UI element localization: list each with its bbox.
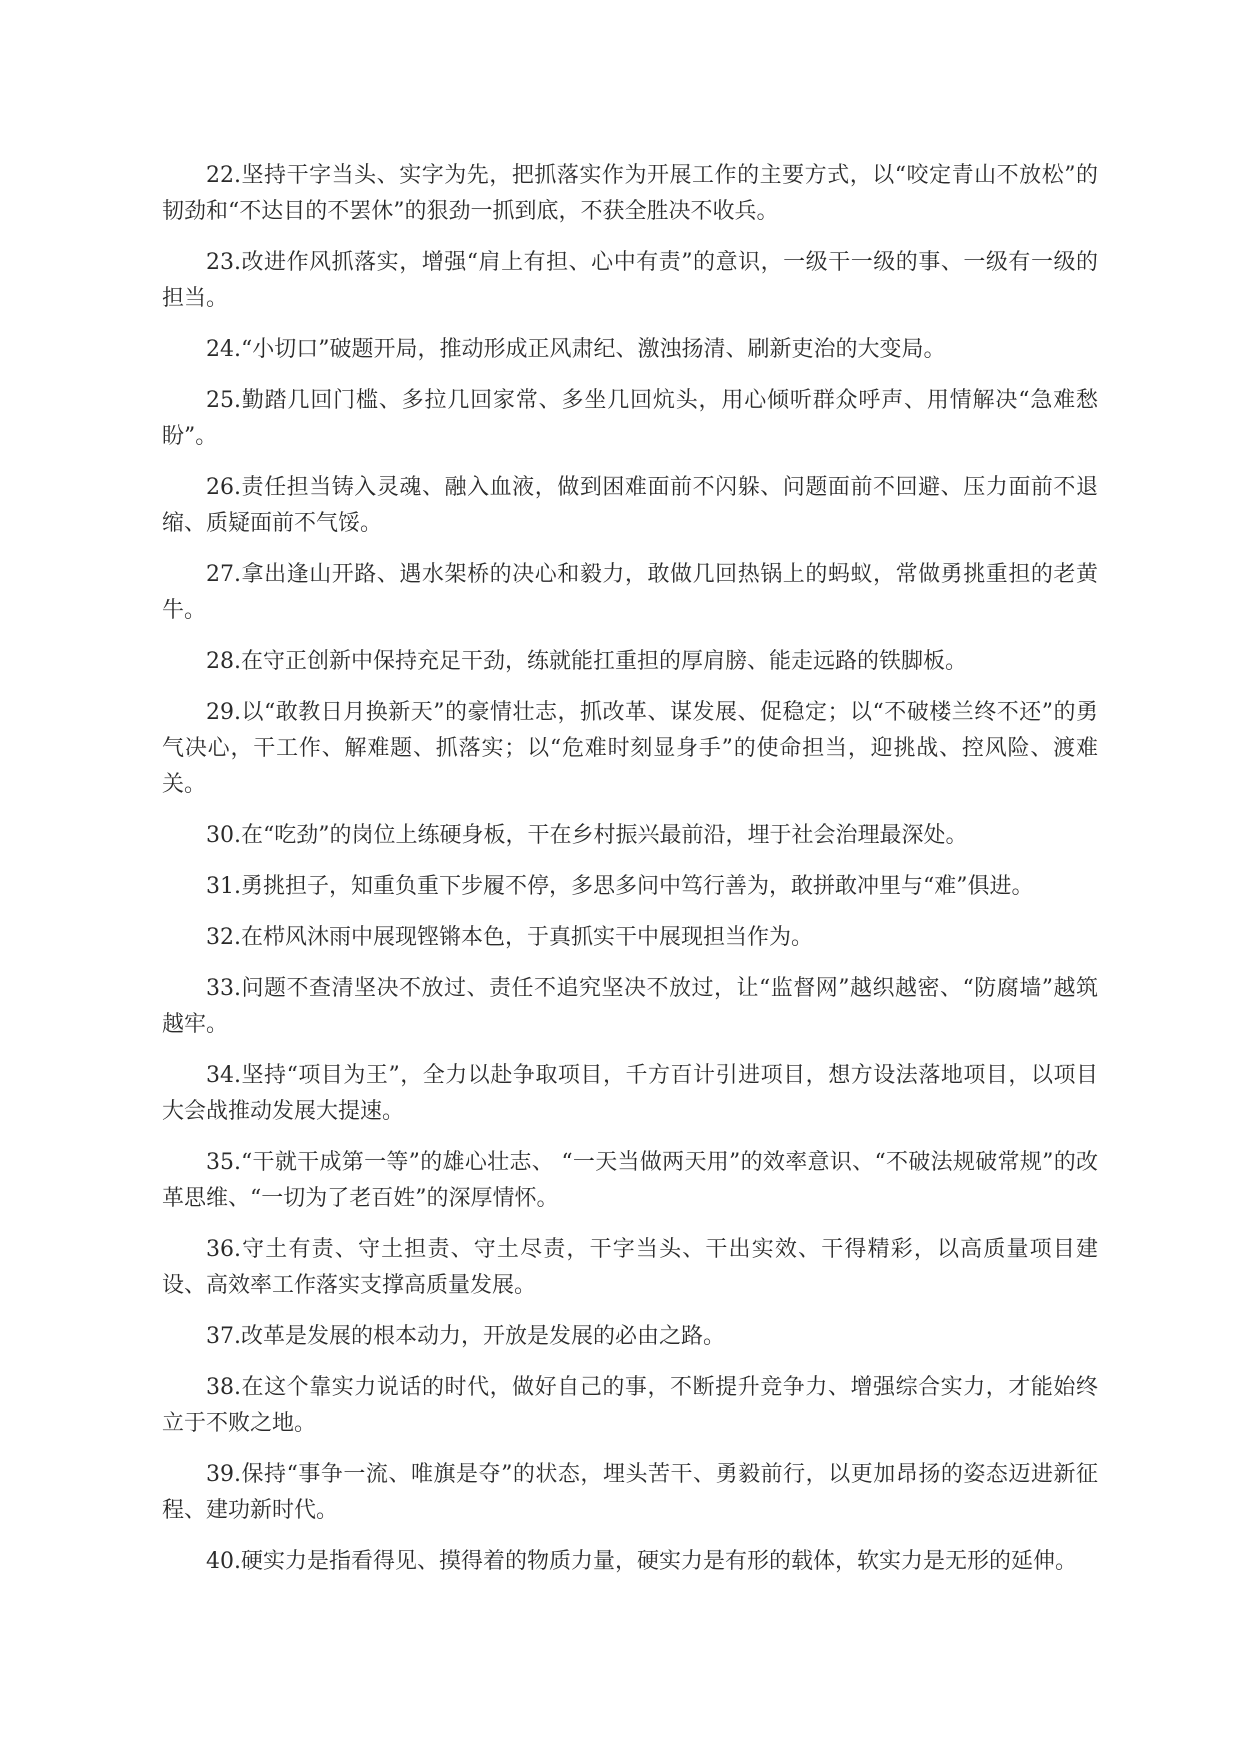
paragraph-24: 24.“小切口”破题开局，推动形成正风肃纪、激浊扬清、刷新吏治的大变局。 xyxy=(206,337,946,362)
paragraph-22: 22.坚持干字当头、实字为先，把抓落实作为开展工作的主要方式，以“咬定青山不放松”的韧劲和“不达目的不罢休”的狠劲一抓到底，不获全胜决不收兵。 xyxy=(162,163,1098,224)
paragraph-34: 34.坚持“项目为王”，全力以赴争取项目，千方百计引进项目，想方设法落地项目，以项目大会战推动发展大提速。 xyxy=(162,1063,1098,1124)
paragraph-32: 32.在栉风沐雨中展现铿锵本色，于真抓实干中展现担当作为。 xyxy=(206,925,813,950)
paragraph-37: 37.改革是发展的根本动力，开放是发展的必由之路。 xyxy=(206,1324,725,1349)
paragraph-31: 31.勇挑担子，知重负重下步履不停，多思多问中笃行善为，敢拼敢冲里与“难”俱进。 xyxy=(206,874,1034,899)
paragraph-35: 35.“干就干成第一等”的雄心壮志、 “一天当做两天用”的效率意识、“不破法规破常规”的改革思维、“一切为了老百姓”的深厚情怀。 xyxy=(162,1150,1098,1211)
paragraph-38: 38.在这个靠实力说话的时代，做好自己的事，不断提升竞争力、增强综合实力，才能始终立于不败之地。 xyxy=(162,1375,1098,1436)
paragraph-39: 39.保持“事争一流、唯旗是夺”的状态，埋头苦干、勇毅前行，以更加昂扬的姿态迈进新征程、建功新时代。 xyxy=(162,1462,1098,1523)
paragraph-30: 30.在“吃劲”的岗位上练硬身板，干在乡村振兴最前沿，埋于社会治理最深处。 xyxy=(206,823,968,848)
paragraph-29: 29.以“敢教日月换新天”的豪情壮志，抓改革、谋发展、促稳定；以“不破楼兰终不还”的勇气决心，干工作、解难题、抓落实；以“危难时刻显身手”的使命担当，迎挑战、控风险、渡难关。 xyxy=(162,700,1098,797)
paragraph-26: 26.责任担当铸入灵魂、融入血液，做到困难面前不闪躲、问题面前不回避、压力面前不退缩、质疑面前不气馁。 xyxy=(162,475,1098,536)
paragraph-28: 28.在守正创新中保持充足干劲，练就能扛重担的厚肩膀、能走远路的铁脚板。 xyxy=(206,649,967,674)
paragraph-33: 33.问题不查清坚决不放过、责任不追究坚决不放过，让“监督网”越织越密、“防腐墙”越筑越牢。 xyxy=(162,976,1098,1037)
paragraph-40: 40.硬实力是指看得见、摸得着的物质力量，硬实力是有形的载体，软实力是无形的延伸。 xyxy=(206,1549,1077,1574)
paragraph-23: 23.改进作风抓落实，增强“肩上有担、心中有责”的意识，一级干一级的事、一级有一级的担当。 xyxy=(162,250,1098,311)
paragraph-27: 27.拿出逢山开路、遇水架桥的决心和毅力，敢做几回热锅上的蚂蚁，常做勇挑重担的老黄牛。 xyxy=(162,562,1098,623)
paragraph-25: 25.勤踏几回门槛、多拉几回家常、多坐几回炕头，用心倾听群众呼声、用情解决“急难愁盼”。 xyxy=(162,388,1098,449)
paragraph-36: 36.守土有责、守土担责、守土尽责，干字当头、干出实效、干得精彩，以高质量项目建设、高效率工作落实支撑高质量发展。 xyxy=(162,1237,1098,1298)
document-body xyxy=(162,158,1098,1595)
